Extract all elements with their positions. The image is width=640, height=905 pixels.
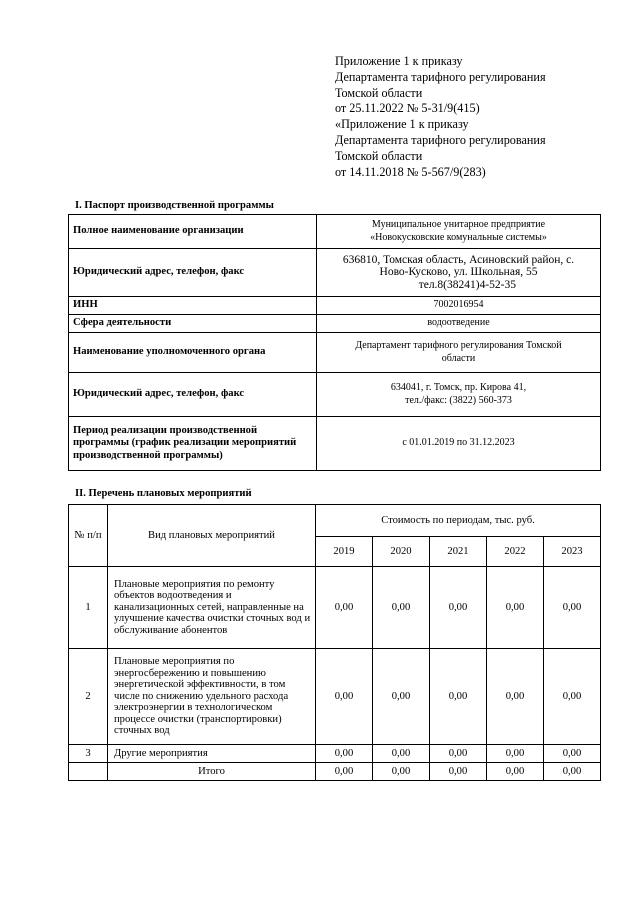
row-value	[317, 249, 601, 297]
table-row	[69, 417, 601, 471]
value-line: «Новокусковские комунальные системы»	[370, 231, 547, 243]
table-row	[69, 649, 601, 745]
total-label: Итого	[108, 763, 316, 781]
value-line: водоотведение	[427, 317, 490, 329]
row-label: Сфера деятельности	[69, 315, 317, 333]
row-value: 0,00	[316, 745, 373, 763]
row-value: 0,00	[487, 567, 544, 649]
year-header: 2021	[430, 537, 487, 567]
value-line: с 01.01.2019 по 31.12.2023	[402, 437, 515, 449]
document-header	[335, 54, 625, 180]
value-line: области	[441, 352, 476, 364]
header-line: от 14.11.2018 № 5-567/9(283)	[335, 164, 486, 179]
total-value: 0,00	[373, 763, 430, 781]
row-value: 0,00	[487, 649, 544, 745]
value-line: Муниципальное унитарное предприятие	[371, 218, 546, 230]
year-header: 2019	[316, 537, 373, 567]
table-row	[69, 215, 601, 249]
row-value: 0,00	[316, 649, 373, 745]
header-line: Приложение 1 к приказу	[335, 54, 463, 68]
year-header: 2023	[544, 537, 601, 567]
row-label: Юридический адрес, телефон, факс	[69, 373, 317, 417]
table-header-row	[69, 505, 601, 537]
total-row	[69, 763, 601, 781]
year-header: 2022	[487, 537, 544, 567]
measures-table	[68, 504, 601, 781]
year-header: 2020	[373, 537, 430, 567]
header-line: «Приложение 1 к приказу	[335, 117, 469, 132]
header-line: Департамента тарифного регулирования	[335, 69, 546, 84]
col-header-number: № п/п	[69, 505, 108, 567]
row-value	[317, 315, 601, 333]
value-line: 7002016954	[433, 299, 484, 311]
passport-table	[68, 214, 601, 471]
row-label: Юридический адрес, телефон, факс	[69, 249, 317, 297]
section2-title: II. Перечень плановых мероприятий	[75, 488, 252, 499]
row-value: 0,00	[430, 567, 487, 649]
header-line: от 25.11.2022 № 5-31/9(415)	[335, 101, 480, 116]
row-number: 3	[69, 745, 108, 763]
row-value: 0,00	[373, 567, 430, 649]
value-line: Ново-Кусково, ул. Школьная, 55	[379, 266, 538, 279]
value-line: тел./факс: (3822) 560-373	[405, 394, 512, 406]
row-label: Наименование уполномоченного органа	[69, 333, 317, 373]
total-value: 0,00	[430, 763, 487, 781]
col-header-cost: Стоимость по периодам, тыс. руб.	[316, 505, 601, 537]
row-value: 0,00	[316, 567, 373, 649]
row-value: 0,00	[373, 745, 430, 763]
row-label: ИНН	[69, 297, 317, 315]
total-value: 0,00	[487, 763, 544, 781]
section1-title: I. Паспорт производственной программы	[75, 200, 274, 211]
row-value: 0,00	[430, 649, 487, 745]
value-line: Департамент тарифного регулирования Томской	[355, 339, 562, 351]
row-value	[317, 373, 601, 417]
table-row	[69, 567, 601, 649]
header-line: Томской области	[335, 148, 423, 163]
table-row	[69, 333, 601, 373]
row-value	[317, 215, 601, 249]
col-header-name: Вид плановых мероприятий	[108, 505, 316, 567]
row-value	[317, 297, 601, 315]
table-row	[69, 373, 601, 417]
table-row	[69, 249, 601, 297]
total-value: 0,00	[316, 763, 373, 781]
value-line: 634041, г. Томск, пр. Кирова 41,	[390, 381, 527, 393]
header-line: Томской области	[335, 85, 423, 100]
row-value: 0,00	[430, 745, 487, 763]
total-value: 0,00	[544, 763, 601, 781]
table-row	[69, 745, 601, 763]
row-number: 2	[69, 649, 108, 745]
row-label: Полное наименование организации	[69, 215, 317, 249]
row-value	[317, 333, 601, 373]
row-value: 0,00	[373, 649, 430, 745]
row-value: 0,00	[544, 649, 601, 745]
row-label: Период реализации производственной программы (график реализации мероприятий производственной программы)	[69, 417, 317, 471]
row-value	[317, 417, 601, 471]
row-value: 0,00	[487, 745, 544, 763]
total-number	[69, 763, 108, 781]
row-value: 0,00	[544, 567, 601, 649]
row-name: Другие мероприятия	[108, 745, 316, 763]
row-number: 1	[69, 567, 108, 649]
table-row	[69, 315, 601, 333]
row-name: Плановые мероприятия по ремонту объектов водоотведения и канализационных сетей, направленные на улучшение качества очистки сточных вод и обслуживание абонентов	[108, 567, 316, 649]
value-line: тел.8(38241)4-52-35	[418, 278, 516, 291]
row-value: 0,00	[544, 745, 601, 763]
header-line: Департамента тарифного регулирования	[335, 132, 546, 147]
value-line: 636810, Томская область, Асиновский район, с.	[342, 253, 575, 266]
row-name: Плановые мероприятия по энергосбережению и повышению энергетической эффективности, в том числе по снижению удельного расхода электроэнергии в технологическом процессе очистки (транспортировки) сточных вод	[108, 649, 316, 745]
table-row	[69, 297, 601, 315]
